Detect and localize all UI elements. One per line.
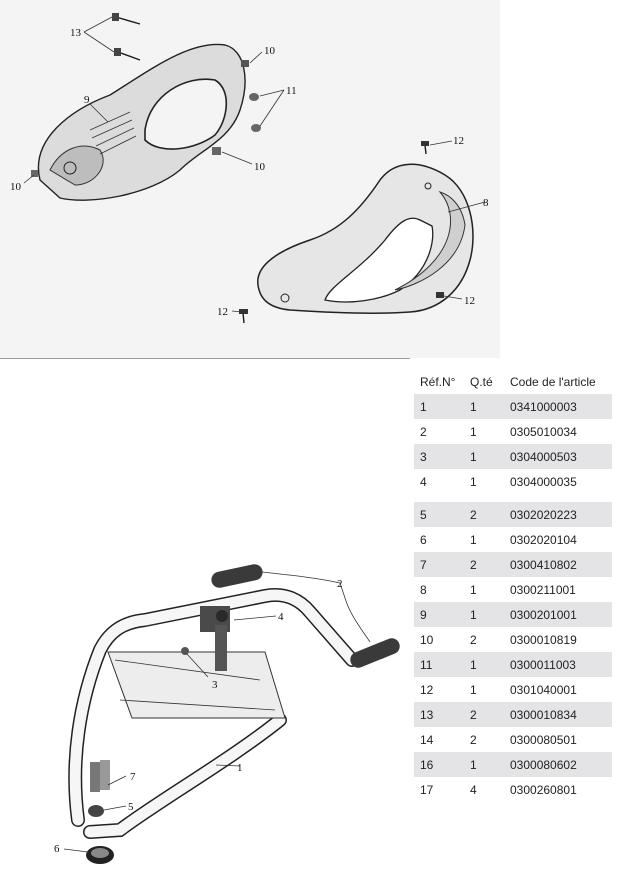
cell-ref: 4	[420, 474, 427, 489]
cell-code: 0300410802	[504, 552, 612, 577]
cell-ref: 3	[414, 444, 464, 469]
cell-code: 0301040001	[510, 682, 577, 697]
cell-ref: 17	[420, 782, 434, 797]
grip-part-2-lower	[348, 636, 402, 670]
cell-ref: 1	[414, 394, 464, 419]
cell-ref: 6	[420, 532, 427, 547]
cell-ref: 16	[414, 752, 464, 777]
cell-qty: 1	[464, 394, 504, 419]
cell-qty: 2	[470, 732, 477, 747]
cell-qty: 2	[464, 502, 504, 527]
cell-code: 0304000035	[510, 474, 577, 489]
cell-qty: 1	[470, 582, 477, 597]
cell-qty: 2	[464, 702, 504, 727]
cell-qty: 2	[464, 552, 504, 577]
cell-qty: 1	[470, 474, 477, 489]
bolt-13-lower	[114, 48, 140, 60]
outer-cover-part-8	[258, 164, 473, 313]
table-row	[414, 727, 612, 752]
screw-12-top	[421, 141, 429, 154]
cell-code: 0300010834	[504, 702, 612, 727]
table-spacer	[414, 494, 612, 502]
cell-ref: 7	[414, 552, 464, 577]
table-row	[414, 527, 612, 552]
cell-ref: 12	[420, 682, 434, 697]
nut-10-middle	[212, 147, 221, 155]
callout-10-middle: 10	[254, 161, 265, 173]
callout-6: 6	[54, 843, 60, 855]
cap-part-6	[86, 846, 114, 864]
nut-10-left	[31, 170, 38, 177]
leader-13a	[84, 17, 112, 32]
cell-qty: 1	[464, 444, 504, 469]
cell-ref: 8	[420, 582, 427, 597]
connector-part-3	[181, 647, 189, 655]
table-row	[414, 652, 612, 677]
table-row	[414, 444, 612, 469]
callout-12-top: 12	[453, 135, 464, 147]
callout-3: 3	[212, 679, 218, 691]
callout-11: 11	[286, 85, 297, 97]
table-row	[414, 677, 612, 702]
cell-qty: 1	[470, 532, 477, 547]
callout-12-bottom: 12	[217, 306, 228, 318]
callout-7: 7	[130, 771, 136, 783]
cell-code: 0341000003	[504, 394, 612, 419]
table-row	[414, 394, 612, 419]
cell-ref: 2	[420, 424, 427, 439]
cell-qty: 1	[464, 652, 504, 677]
top-exploded-drawing	[0, 0, 500, 358]
table-row	[414, 419, 612, 444]
cell-code: 0300211001	[510, 582, 576, 597]
cell-code: 0302020104	[510, 532, 577, 547]
bottom-exploded-drawing	[0, 533, 412, 885]
callout-10-upper: 10	[264, 45, 275, 57]
cell-ref: 5	[414, 502, 464, 527]
leader-13b	[84, 32, 114, 52]
table-row	[414, 552, 612, 577]
cell-ref: 13	[414, 702, 464, 727]
bolt-13-upper	[112, 13, 140, 24]
cell-code: 0300080501	[510, 732, 577, 747]
cell-qty: 1	[464, 602, 504, 627]
cell-code: 0302020223	[504, 502, 612, 527]
nut-10-upper	[241, 60, 249, 67]
callout-4: 4	[278, 611, 284, 623]
cell-qty: 1	[464, 752, 504, 777]
cell-qty: 1	[470, 424, 477, 439]
cell-ref: 11	[414, 652, 464, 677]
parts-table	[414, 370, 612, 802]
tube-part-7	[90, 760, 110, 792]
table-row	[414, 502, 612, 527]
leader-2	[262, 572, 370, 642]
callout-5: 5	[128, 801, 134, 813]
screw-12-right	[436, 292, 444, 298]
cell-code: 0300080602	[504, 752, 612, 777]
header-ref: Réf.N°	[420, 375, 456, 389]
callout-9: 9	[84, 94, 90, 106]
table-row	[414, 627, 612, 652]
cell-code: 0300010819	[510, 632, 577, 647]
inner-cover-part-9	[38, 44, 245, 200]
separator-top	[0, 358, 410, 359]
table-header-row	[414, 370, 612, 394]
cell-code: 0300011003	[504, 652, 612, 677]
table-row	[414, 702, 612, 727]
cell-ref: 10	[420, 632, 434, 647]
callout-8: 8	[483, 197, 489, 209]
callout-12-right: 12	[464, 295, 475, 307]
callout-2: 2	[337, 578, 343, 590]
cell-ref: 9	[414, 602, 464, 627]
callout-1: 1	[237, 762, 243, 774]
grip-part-2-upper	[210, 563, 264, 589]
header-qty: Q.té	[470, 375, 493, 389]
callout-13: 13	[70, 27, 81, 39]
table-row	[414, 577, 612, 602]
cell-ref: 14	[420, 732, 434, 747]
table-row	[414, 752, 612, 777]
cell-code: 0304000503	[504, 444, 612, 469]
screw-12-bottom	[239, 309, 248, 323]
header-code: Code de l'article	[510, 375, 596, 389]
washers-11	[249, 93, 261, 132]
cell-code: 0305010034	[510, 424, 577, 439]
cell-qty: 4	[470, 782, 477, 797]
cell-code: 0300260801	[510, 782, 577, 797]
cell-qty: 1	[470, 682, 477, 697]
table-row	[414, 602, 612, 627]
table-row	[414, 469, 612, 494]
leader-4	[234, 616, 276, 620]
cell-qty: 2	[470, 632, 477, 647]
ring-part-5	[88, 805, 104, 817]
cell-code: 0300201001	[504, 602, 612, 627]
table-row	[414, 777, 612, 802]
callout-10-left: 10	[10, 181, 21, 193]
